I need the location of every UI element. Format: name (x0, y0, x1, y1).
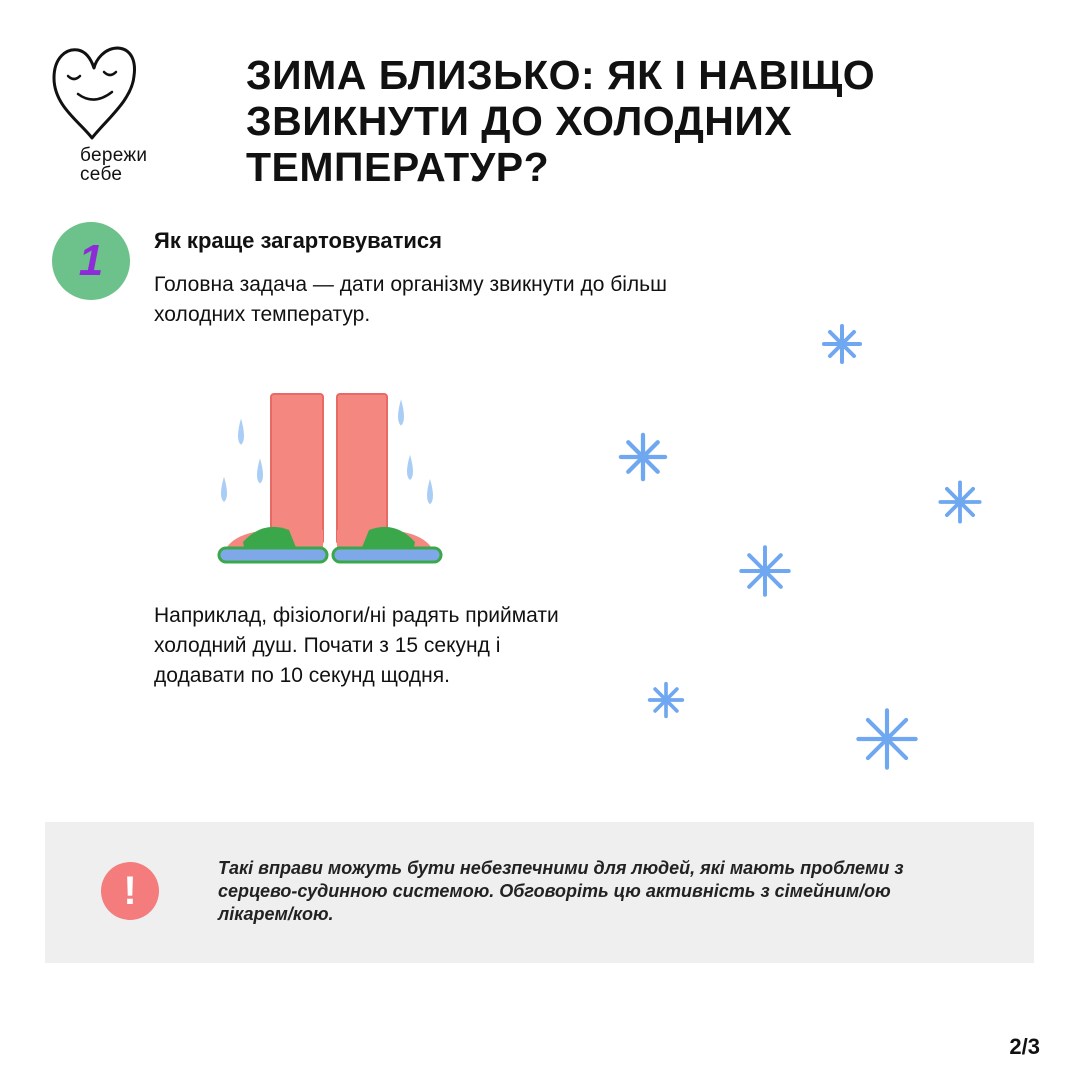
logo-line-1: бережи (80, 145, 148, 166)
logo-text (80, 146, 147, 184)
warning-text: Такі вправи можуть бути небезпечними для людей, які мають проблеми з серцево-судинною системою. Обговоріть цю активність з сімейним/ою лікарем/кою. (218, 858, 904, 924)
section-text: Головна задача — дати організму звикнути до більш холодних температур. (154, 273, 667, 326)
snowflake-icon (852, 704, 922, 774)
smiling-heart-icon (50, 42, 140, 147)
page-title: ЗИМА БЛИЗЬКО: ЯК І НАВІЩО ЗВИКНУТИ ДО ХОЛОДНИХ ТЕМПЕРАТУР? (246, 52, 876, 190)
water-drops-icon (221, 399, 433, 504)
step-number-badge (52, 222, 130, 300)
snowflake-icon (616, 430, 670, 484)
snowflake-icon (936, 478, 984, 526)
section-heading: Як краще загартовуватися (154, 228, 442, 253)
snowflake-icon (736, 542, 794, 600)
exclamation-icon: ! (101, 862, 159, 920)
snowflake-icon (820, 322, 864, 366)
page-indicator: 2/3 (1009, 1034, 1040, 1059)
cold-shower-legs-illustration (205, 380, 455, 575)
step-number: 1 (78, 236, 104, 285)
snowflake-icon (646, 680, 686, 720)
logo (50, 42, 180, 192)
logo-line-2: себе (80, 164, 123, 185)
example-text: Наприклад, фізіологи/ні радять приймати холодний душ. Почати з 15 секунд і додавати по 10 секунд щодня. (154, 604, 559, 687)
warning-box (45, 822, 1034, 963)
